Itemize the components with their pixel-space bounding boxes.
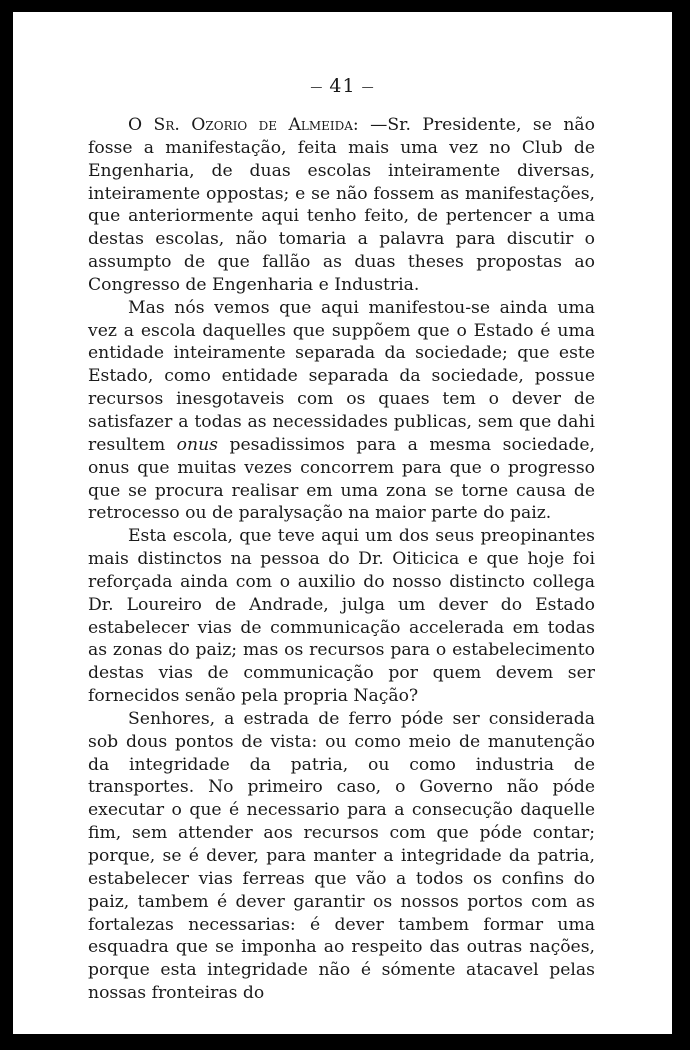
paragraph-2-text-a: Mas nós vemos que aqui manifestou-se ainda uma vez a escola daquelles que suppõem que o Estado é uma entidade inteiramente separada da sociedade; que este Estado, como entidade separada da sociedade, possue recursos inesgotaveis com os quaes tem o dever de satisfazer a todas as necessidades publicas, sem que dahi resultem bbox=[88, 297, 595, 455]
paragraph-4: Senhores, a estrada de ferro póde ser considerada sob dous pontos de vista: ou como meio de manutenção da integridade da patria, ou como industria de transportes. No primeiro caso, o Governo não póde executar o que é necessario para a consecução daquelle fim, sem attender aos recursos com que póde contar; porque, se é dever, para manter a integridade da patria, estabelecer vias ferreas que vão a todos os confins do paiz, tambem é dever garantir os nossos portos com as fortalezas necessarias: é dever tambem formar uma esquadra que se imponha ao respeito das outras nações, porque esta integridade não é sómente atacavel pelas nossas fronteiras do bbox=[88, 708, 595, 1004]
page-number-dash-right: — bbox=[361, 80, 375, 94]
paragraph-2-italic: onus bbox=[176, 434, 218, 455]
body-text bbox=[88, 114, 595, 1005]
speaker-separator: : — bbox=[352, 115, 388, 135]
paragraph-2 bbox=[88, 297, 595, 525]
page-number-value: 41 bbox=[329, 75, 356, 97]
document-page bbox=[13, 12, 672, 1034]
page-number-dash-left: — bbox=[310, 80, 324, 94]
paragraph-1-text: Sr. Presidente, se não fosse a manifestação, feita mais uma vez no Club de Engenharia, de duas escolas inteiramente diversas, inteiramente oppostas; e se não fossem as manifestações, que anteriormente aqui tenho feito, de pertencer a uma destas escolas, não tomaria a palavra para discutir o assumpto de que fallão as duas theses propostas ao Congresso de Engenharia e Industria. bbox=[88, 115, 595, 295]
page-number bbox=[13, 74, 672, 99]
paragraph-2-text-b: pesadissimos para a mesma sociedade, onus que muitas vezes concorrem para que o progresso que se procura realisar em uma zona se torne causa de retrocesso ou de paralysação na maior parte do paiz. bbox=[88, 434, 596, 524]
paragraph-1 bbox=[88, 114, 595, 297]
paragraph-3: Esta escola, que teve aqui um dos seus preopinantes mais distinctos na pessoa do Dr. Oiticica e que hoje foi reforçada ainda com o auxilio do nosso distincto collega Dr. Loureiro de Andrade, julga um dever do Estado estabelecer vias de communicação accelerada em todas as zonas do paiz; mas os recursos para o estabelecimento destas vias de communicação por quem devem ser fornecidos senão pela propria Nação? bbox=[88, 526, 595, 707]
speaker-name: Ozorio de Almeida bbox=[191, 115, 353, 135]
speaker-title: O Sr. bbox=[128, 115, 180, 135]
